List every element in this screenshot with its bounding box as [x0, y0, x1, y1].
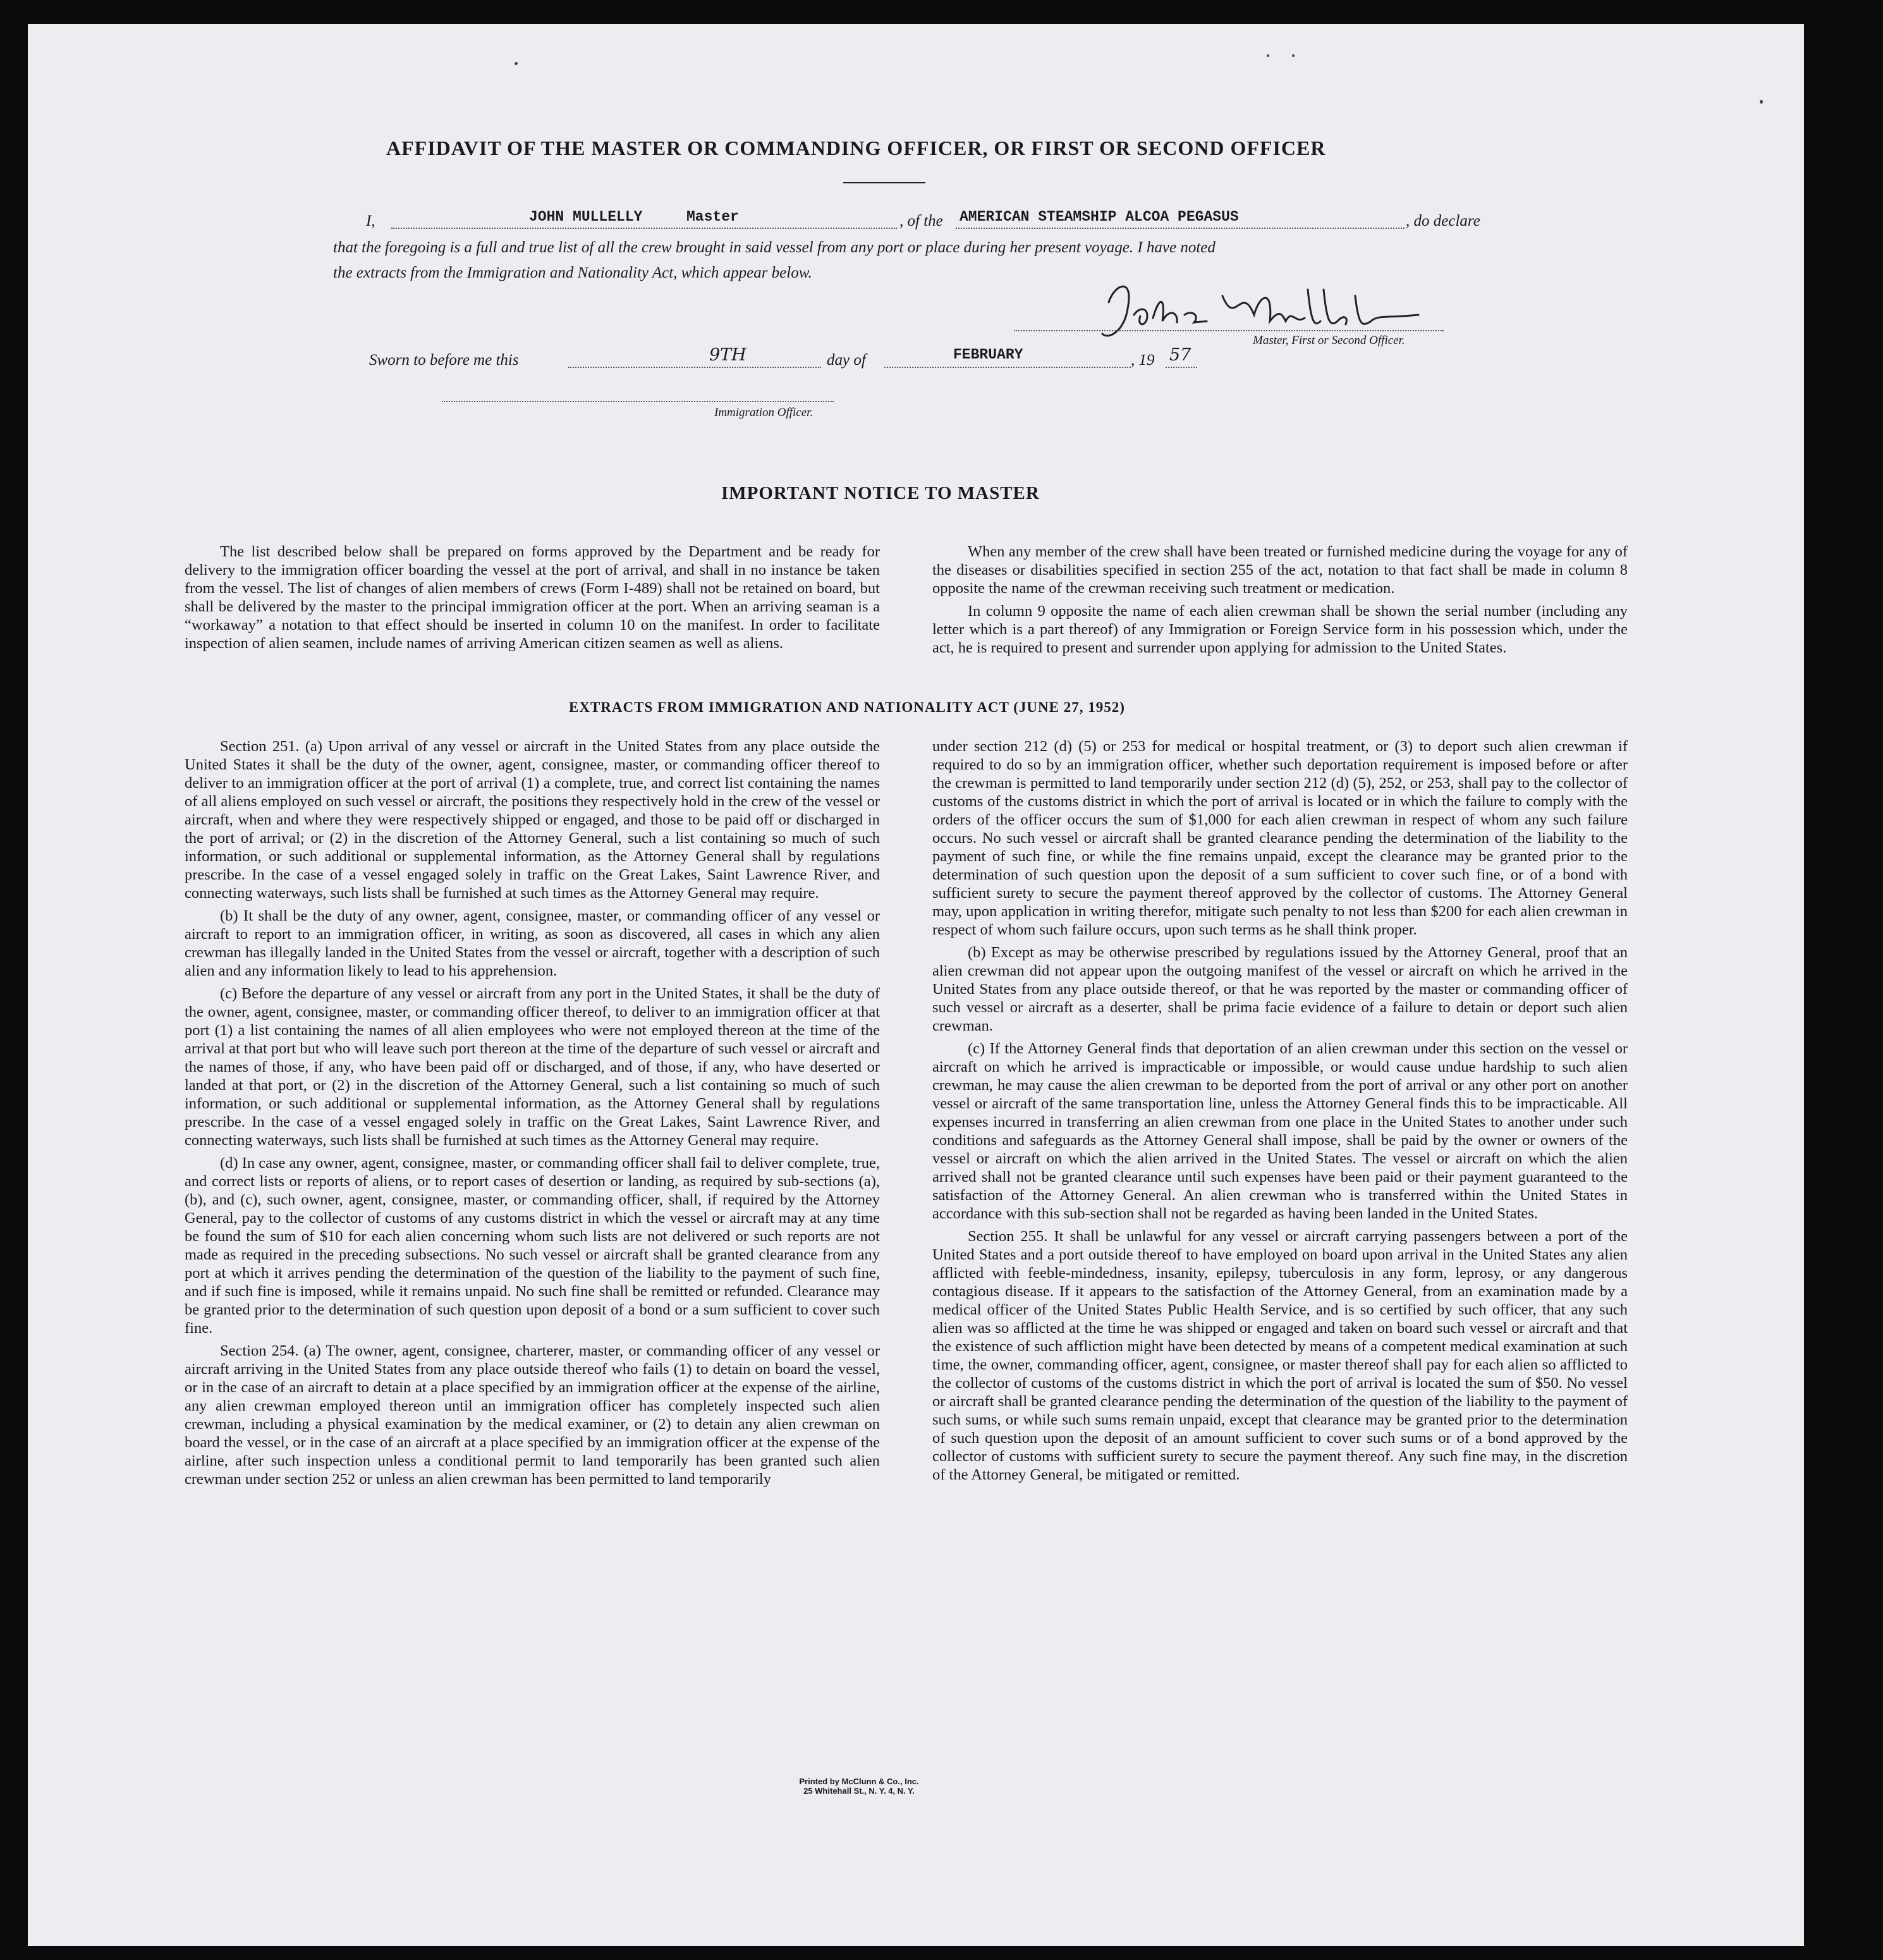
declaration-do-declare: , do declare [1406, 212, 1480, 230]
section-254a: Section 254. (a) The owner, agent, consignee, charterer, master, or commanding officer of any vessel or aircraft arriving in the United States from any place outside thereof who fails (1) to detain on board the vessel, or in the case of an aircraft to detain at a place specified by an immigration officer at the expense of the airline, any alien crewman employed thereon until an immigration officer has completely inspected such alien crewman, including a physical examination by the medical examiner, or (2) to detain any alien crewman on board the vessel, or in the case of an aircraft at a place specified by an immigration officer at the expense of the airline, after such inspection unless a conditional permit to land temporarily has been granted such alien crewman under section 252 or unless an alien crewman has been permitted to land temporarily [185, 1342, 880, 1488]
section-251b: (b) It shall be the duty of any owner, agent, consignee, master, or commanding officer of any vessel or aircraft to report to an immigration officer, in writing, as soon as discovered, all cases in which any alien crewman has illegally landed in the United States from the vessel or aircraft, together with a description of such alien and any information likely to lead to his apprehension. [185, 907, 880, 979]
notice-left-column [185, 542, 880, 652]
name-blank [391, 228, 897, 229]
notice-right-paragraph: In column 9 opposite the name of each alien crewman shall be shown the serial number (including any letter which is a part thereof) of any Immigration or Foreign Service form in his possession which, under the act, he is required to present and surrender upon applying for admission to the United States. [932, 603, 1628, 656]
master-role: Master [686, 209, 739, 225]
signature-blank [1014, 330, 1444, 331]
extracts-title: EXTRACTS FROM IMMIGRATION AND NATIONALITY ACT (JUNE 27, 1952) [569, 699, 1125, 715]
sworn-year-prefix: , 19 [1131, 352, 1155, 369]
section-251a: Section 251. (a) Upon arrival of any vessel or aircraft in the United States from any place outside the United States it shall be the duty of the owner, agent, consignee, master, or commanding officer thereof to deliver to an immigration officer at the port of arrival (1) a complete, true, and correct list containing the names of all aliens employed on such vessel or aircraft, the positions they respectively hold in the crew of the vessel or aircraft, when and where they were respectively shipped or engaged, and those to be paid off or discharged in the port of arrival; or (2) in the discretion of the Attorney General, such a list containing so much of such information, or such additional or supplemental information, as the Attorney General shall by regulations prescribe. In the case of a vessel engaged solely in traffic on the Great Lakes, Saint Lawrence River, and connecting waterways, such lists shall be furnished at such times as the Attorney General may require. [185, 738, 880, 902]
notice-right-paragraph: When any member of the crew shall have been treated or furnished medicine during the voyage for any of the diseases or disabilities specified in section 255 of the act, notation to that fact shall be made in column 8 opposite the name of the crewman receiving such treatment or medication. [932, 543, 1628, 597]
notice-title: IMPORTANT NOTICE TO MASTER [721, 483, 1040, 503]
section-254c: (c) If the Attorney General finds that deportation of an alien crewman under this section on the vessel or aircraft on which he arrived is impracticable or impossible, or would cause undue hardship to such alien crewman, he may cause the alien crewman to be deported from the port of arrival or any other port on another vessel or aircraft of the same transportation line, unless the Attorney General finds this to be impracticable. All expenses incurred in transferring an alien crewman from one place in the United States to another under such conditions and safeguards as the Attorney General shall impose, shall be paid by the owner or owners of the vessel or aircraft on which the alien arrived in the United States. The vessel or aircraft on which the alien arrived shall not be granted clearance until such expenses have been paid or their payment guaranteed to the satisfaction of the Attorney General. An alien crewman who is transferred within the United States in accordance with this sub-section shall not be regarded as having been landed in the United States. [932, 1040, 1628, 1222]
notice-right-column [932, 542, 1628, 657]
sworn-day-of: day of [827, 352, 866, 369]
scan-speck [515, 62, 518, 65]
section-251c: (c) Before the departure of any vessel or aircraft from any port in the United States, it shall be the duty of the owner, agent, consignee, master, or commanding officer thereof, to deliver to an immigration officer at that port (1) a list containing the names of all alien employees who were not employed thereon at the time of the arrival at that port but who will leave such port thereon at the time of the departure of such vessel or aircraft and the names of those, if any, who have been paid off or discharged, and of those, if any, who have deserted or landed at that port, or (2) in the discretion of the Attorney General, such a list containing so much of such information, or such additional or supplemental information, as the Attorney General shall by regulations prescribe. In the case of a vessel engaged solely in traffic on the Great Lakes, Saint Lawrence River, and connecting waterways, such lists shall be furnished at such times as the Attorney General may require. [185, 985, 880, 1149]
sworn-day: 9TH [709, 345, 746, 365]
document-page [28, 24, 1804, 1946]
affidavit-title: AFFIDAVIT OF THE MASTER OR COMMANDING OFFICER, OR FIRST OR SECOND OFFICER [386, 137, 1326, 159]
scan-speck [1292, 54, 1295, 57]
officer-caption: Immigration Officer. [714, 406, 814, 419]
section-255: Section 255. It shall be unlawful for any vessel or aircraft carrying passengers between a port of the United States and a port outside thereof to have employed on board upon arrival in the United States any alien afflicted with feeble-mindedness, insanity, epilepsy, tuberculosis in any form, leprosy, or any dangerous contagious disease. If it appears to the satisfaction of the Attorney General, from an examination made by a medical officer of the United States Public Health Service, and is so certified by such officer, that any such alien was so afflicted at the time he was shipped or engaged and taken on board such vessel or aircraft and that the existence of such affliction might have been detected by means of a competent medical examination at such time, the owner, commanding officer, agent, consignee, or master thereof shall pay for each alien so afflicted to the collector of customs of the customs district in which the port of arrival is located the sum of $50. No vessel or aircraft shall be granted clearance pending the determination of the question of the liability to the payment of such sums, or while such sums remain unpaid, except that clearance may be granted prior to the determination of such question upon the deposit of an amount sufficient to cover such sums or of a bond approved by the collector of customs with sufficient surety to secure the payment thereof. Any such fine may, in the discretion of the Attorney General, be mitigated or remitted. [932, 1228, 1628, 1483]
master-name: JOHN MULLELLY [529, 209, 643, 225]
sworn-prefix: Sworn to before me this [369, 352, 519, 369]
section-254b: (b) Except as may be otherwise prescribed by regulations issued by the Attorney General, proof that an alien crewman did not appear upon the outgoing manifest of the vessel or aircraft on which he arrived in the United States from any place outside thereof, or that he was reported by the master or commanding officer of such vessel or aircraft as a deserter, shall be prima facie evidence of a failure to detain or deport such alien crewman. [932, 944, 1628, 1034]
declaration-of-the: , of the [899, 212, 943, 230]
officer-blank [442, 401, 834, 402]
title-underline [843, 182, 925, 183]
scan-speck [1760, 100, 1763, 104]
month-blank [884, 367, 1131, 368]
year-blank [1166, 367, 1197, 368]
extracts-right-column [932, 737, 1628, 1484]
vessel-name: AMERICAN STEAMSHIP ALCOA PEGASUS [960, 209, 1239, 225]
declaration-line-2: that the foregoing is a full and true list of all the crew brought in said vessel from any port or place during her present voyage. I have noted [333, 239, 1216, 256]
signature-caption: Master, First or Second Officer. [1253, 334, 1405, 347]
vessel-blank [956, 228, 1405, 229]
extracts-left-column [185, 737, 880, 1488]
day-blank [568, 367, 821, 368]
notice-left-paragraph: The list described below shall be prepared on forms approved by the Department and be ready for delivery to the immigration officer boarding the vessel at the port of arrival, and shall in no instance be taken from the vessel. The list of changes of alien members of crews (Form I-489) shall not be retained on board, but shall be delivered by the master to the principal immigration officer at the port. When an arriving seaman is a “workaway” a notation to that effect should be inserted in column 10 on the manifest. In order to facilitate inspection of alien seamen, include names of arriving American citizen seamen as well as aliens. [185, 543, 880, 652]
declaration-line-3: the extracts from the Immigration and Nationality Act, which appear below. [333, 264, 812, 281]
printer-line-2: 25 Whitehall St., N. Y. 4, N. Y. [803, 1786, 915, 1796]
scan-speck [1267, 54, 1269, 57]
section-254a-continued: under section 212 (d) (5) or 253 for medical or hospital treatment, or (3) to deport such alien crewman if required to do so by an immigration officer, whether such deportation requirement is imposed before or after the crewman is permitted to land temporarily under section 212 (d) (5), 252, or 253, shall pay to the collector of customs of the customs district in which the port of arrival is located or in which the failure to comply with the orders of the officer occurs the sum of $1,000 for each alien crewman in respect of whom any such failure occurs. No such vessel or aircraft shall be granted clearance pending the determination of the liability to the payment of such fine, or while the fine remains unpaid, except the clearance may be granted prior to the determination of such question upon the deposit of a sum sufficient to cover such fine, or of a bond with sufficient surety to secure the payment thereof approved by the collector of customs. The Attorney General may, upon application in writing therefor, mitigate such penalty to not less than $200 for each alien crewman in respect of whom such failure occurs, upon such terms as he shall think proper. [932, 738, 1628, 938]
declaration-prefix: I, [366, 212, 375, 230]
section-251d: (d) In case any owner, agent, consignee, master, or commanding officer shall fail to deliver complete, true, and correct lists or reports of aliens, or to report cases of desertion or landing, as required by sub-sections (a), (b), and (c), such owner, agent, consignee, master, or commanding officer, shall, if required by the Attorney General, pay to the collector of customs of any customs district in which the vessel or aircraft may at any time be found the sum of $10 for each alien concerning whom such lists are not delivered or such reports are not made as required in the preceding subsections. No such vessel or aircraft shall be granted clearance from any port at which it arrives pending the determination of the question of the liability to the payment of such fine, and if such fine is imposed, while it remains unpaid. No such fine shall be remitted or refunded. Clearance may be granted prior to the determination of such question upon deposit of a bond or a sum sufficient to cover such fine. [185, 1155, 880, 1337]
printer-imprint [764, 1777, 954, 1796]
printer-line-1: Printed by McClunn & Co., Inc. [799, 1777, 919, 1786]
sworn-month: FEBRUARY [953, 346, 1023, 363]
sworn-year: 57 [1169, 345, 1191, 365]
